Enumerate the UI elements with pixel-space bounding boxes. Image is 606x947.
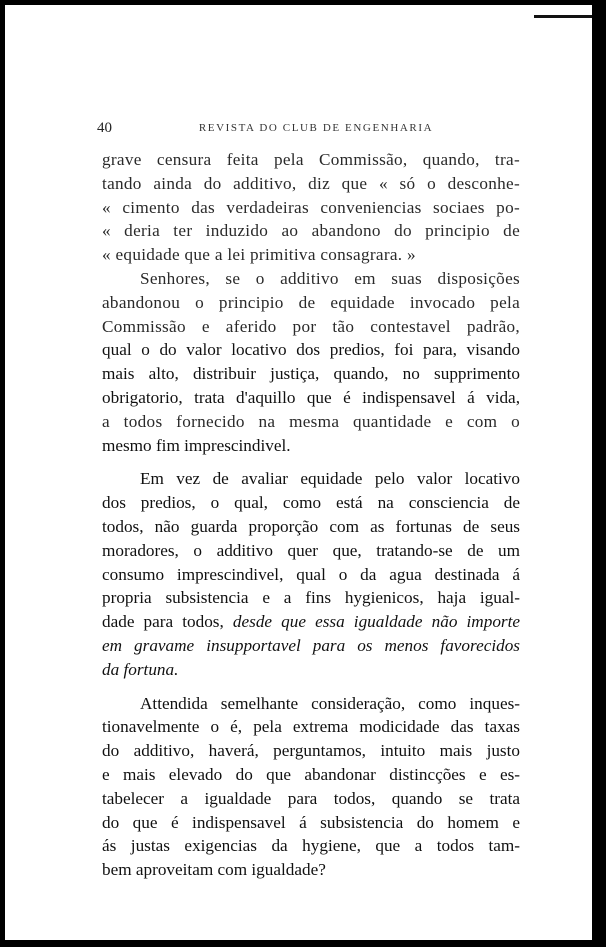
book-page: [5, 5, 592, 940]
text-line: obrigatorio, trata d'aquillo que é indispensavel á vida,: [102, 387, 520, 407]
text-line-mixed: [102, 610, 520, 634]
paragraph-1: [102, 148, 520, 267]
text-line: Attendida semelhante consideração, como inques-: [140, 693, 520, 713]
text-line: do que é indispensavel á subsistencia do homem e: [102, 812, 520, 832]
text-line: abandonou o principio de equidade invocado pela: [102, 292, 520, 312]
emphasis-text: desde que essa igualdade não importe: [232, 612, 520, 632]
text-segment: dade para todos,: [102, 612, 233, 632]
body-text: [102, 148, 520, 882]
text-line: moradores, o additivo quer que, tratando-se de um: [102, 540, 520, 560]
text-line: consumo imprescindivel, qual o da agua destinada á: [102, 564, 520, 584]
text-line: propria subsistencia e a fins hygienicos, haja igual-: [102, 588, 520, 608]
text-line: todos, não guarda proporção com as fortunas de seus: [102, 516, 520, 536]
running-title: REVISTA DO CLUB DE ENGENHARIA: [198, 122, 434, 134]
paragraph-2: [102, 267, 520, 457]
emphasis-line: da fortuna.: [102, 659, 179, 679]
text-line: tabelecer a igualdade para todos, quando se trata: [102, 788, 520, 808]
text-line: tionavelmente o é, pela extrema modicidade das taxas: [102, 717, 520, 737]
text-line: dos predios, o qual, como está na consciencia de: [102, 493, 520, 513]
text-line: do additivo, haverá, perguntamos, intuito mais justo: [102, 741, 520, 761]
text-line: qual o do valor locativo dos predios, foi para, visando: [102, 340, 520, 360]
text-line: e mais elevado do que abandonar distincções e es-: [102, 764, 520, 784]
emphasis-line: em gravame insupportavel para os menos favorecidos: [102, 635, 520, 655]
paragraph-gap: [102, 457, 520, 467]
text-line: Em vez de avaliar equidade pelo valor locativo: [140, 469, 520, 489]
page-header: [97, 120, 517, 138]
text-line: Senhores, se o additivo em suas disposições: [140, 268, 520, 288]
text-line: mais alto, distribuir justiça, quando, no supprimento: [102, 364, 520, 384]
paragraph-gap: [102, 682, 520, 692]
text-line: « deria ter induzido ao abandono do principio de: [102, 221, 520, 241]
scan-edge-mark: [534, 15, 592, 18]
text-line: a todos fornecido na mesma quantidade e com o: [102, 411, 520, 431]
text-line: « equidade que a lei primitiva consagrara. »: [102, 245, 416, 265]
text-line: Commissão e aferido por tão contestavel padrão,: [102, 316, 520, 336]
page-number: 40: [97, 120, 112, 136]
text-line: grave censura feita pela Commissão, quando, tra-: [102, 150, 520, 169]
text-line: « cimento das verdadeiras conveniencias sociaes po-: [102, 197, 520, 217]
text-line: bem aproveitam com igualdade?: [102, 860, 326, 880]
paragraph-4: [102, 692, 520, 882]
paragraph-3: [102, 467, 520, 681]
text-line: tando ainda do additivo, diz que « só o desconhe-: [102, 173, 520, 193]
text-line: ás justas exigencias da hygiene, que a todos tam-: [102, 836, 520, 856]
text-line: mesmo fim imprescindivel.: [102, 435, 291, 455]
